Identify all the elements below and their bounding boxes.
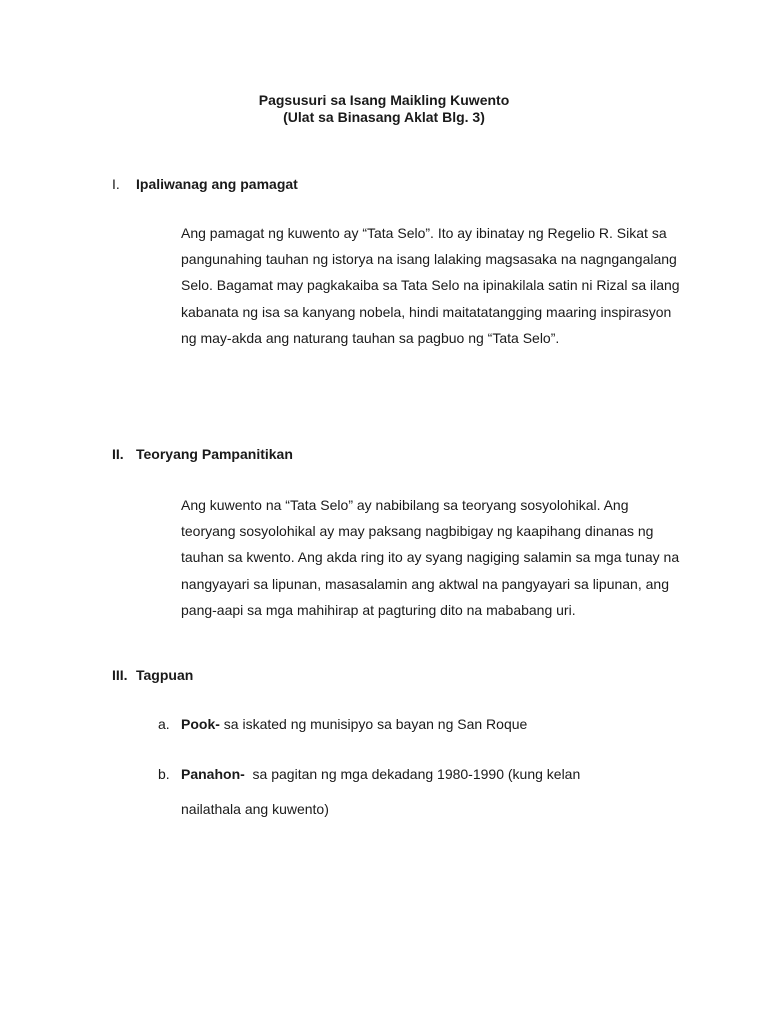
section-heading <box>112 667 193 684</box>
section-paragraph: Ang kuwento na “Tata Selo” ay nabibilang sa teoryang sosyolohikal. Ang teoryang sosyolohikal ay may paksang nagbibigay ng kaapihang dinanas ng tauhan sa kwento. Ang akda ring ito ay syang nagiging salamin sa mga tunay na nangyayari sa lipunan, masasalamin ang aktwal na pangyayari sa lipunan, ang pang-aapi sa mga mahihirap at pagturing dito na mababang uri. <box>181 497 680 618</box>
section-title: Ipaliwanag ang pamagat <box>136 176 298 192</box>
document-title: Pagsusuri sa Isang Maikling Kuwento <box>258 92 510 108</box>
section-title: Tagpuan <box>136 667 194 683</box>
list-item-letter: b. <box>158 766 170 782</box>
section-heading <box>112 176 298 193</box>
list-item-text: sa iskated ng munisipyo sa bayan ng San Roque <box>219 716 528 732</box>
section-heading <box>112 446 293 463</box>
list-item <box>158 766 580 783</box>
list-item-label: Pook- <box>181 716 220 732</box>
list-item-text: sa pagitan ng mga dekadang 1980-1990 (kung kelan <box>244 766 581 782</box>
list-item-letter: a. <box>158 716 170 732</box>
section-title: Teoryang Pampanitikan <box>136 446 293 462</box>
section-paragraph: Ang pamagat ng kuwento ay “Tata Selo”. Ito ay ibinatay ng Regelio R. Sikat sa pangunahing tauhan ng istorya na isang lalaking magsasaka na nagngangalang Selo. Bagamat may pagkakaiba sa Tata Selo na ipinakilala satin ni Rizal sa ilang kabanata ng isa sa kanyang nobela, hindi maitatatangging maaring inspirasyon ng may-akda ang naturang tauhan sa pagbuo ng “Tata Selo”. <box>181 225 680 346</box>
list-item-continuation: nailathala ang kuwento) <box>181 801 329 817</box>
document-subtitle: (Ulat sa Binasang Aklat Blg. 3) <box>283 109 485 125</box>
list-item-label: Panahon- <box>181 766 245 782</box>
section-number: II. <box>112 446 124 462</box>
section-number: III. <box>112 667 128 683</box>
section-number: I. <box>112 176 120 192</box>
list-item <box>158 716 527 733</box>
